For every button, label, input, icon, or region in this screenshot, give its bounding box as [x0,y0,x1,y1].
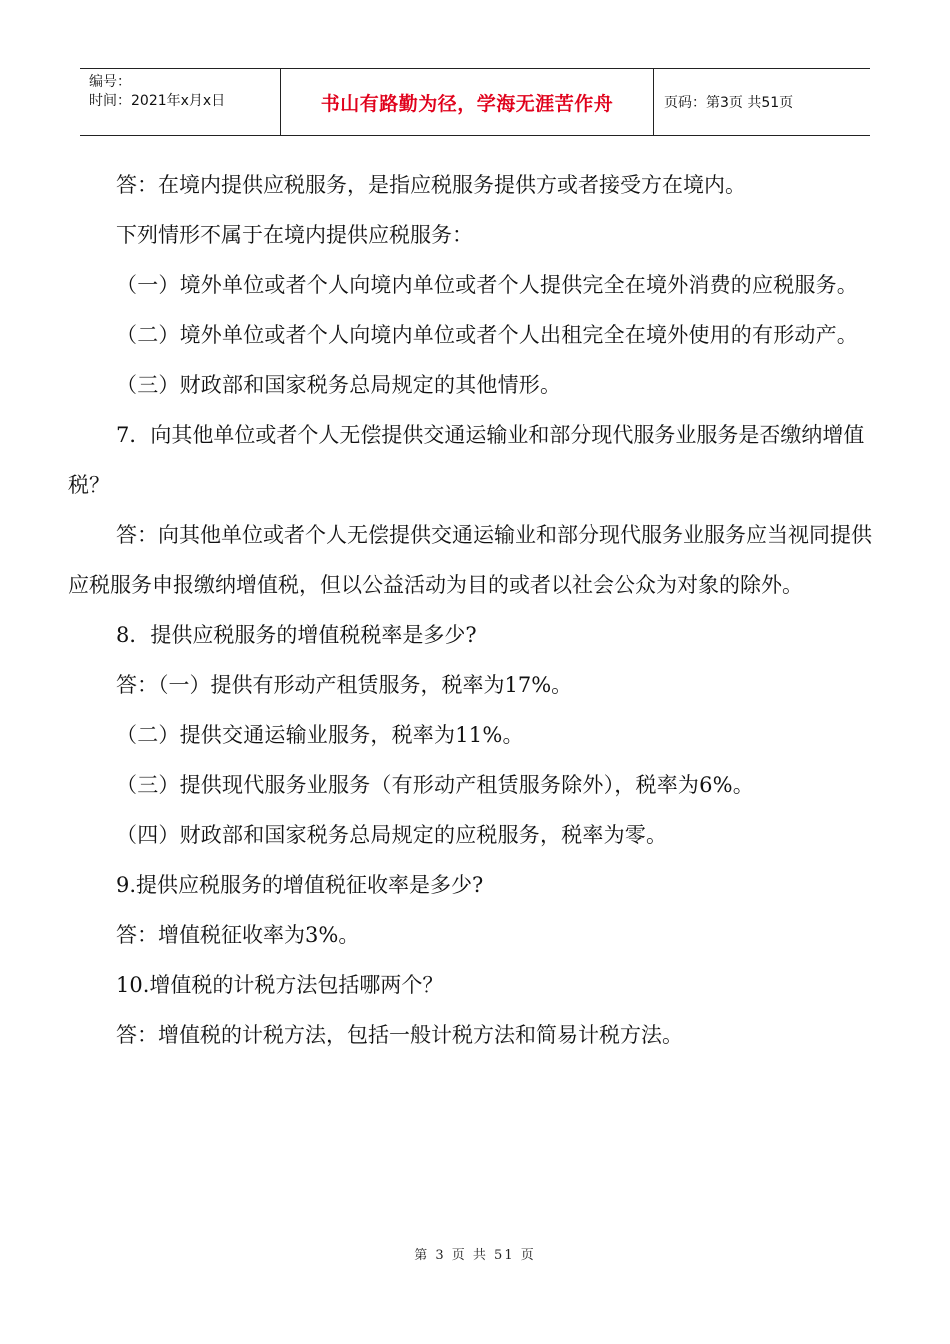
paragraph-question-9: 9.提供应税服务的增值税征收率是多少? [116,873,484,897]
header-number: 编号： [89,74,131,90]
paragraph-exclusion-2: （二）境外单位或者个人向境内单位或者个人出租完全在境外使用的有形动产。 [116,323,858,347]
header-page-number: 页码：第3页 共51页 [664,95,794,111]
paragraph-answer-8-rate-2: （二）提供交通运输业服务，税率为11%。 [116,723,524,747]
paragraph-exclusion-3: （三）财政部和国家税务总局规定的其他情形。 [116,373,562,397]
page-header [80,68,870,136]
paragraph-answer-8-rate-1: 答：（一）提供有形动产租赁服务，税率为17%。 [116,673,573,697]
paragraph-answer-10: 答：增值税的计税方法，包括一般计税方法和简易计税方法。 [116,1023,683,1047]
header-time: 时间：2021年x月x日 [89,93,226,109]
paragraph-question-8: 8．提供应税服务的增值税税率是多少? [116,623,477,647]
paragraph-exclusions-intro: 下列情形不属于在境内提供应税服务： [116,223,473,247]
paragraph-exclusion-1: （一）境外单位或者个人向境内单位或者个人提供完全在境外消费的应税服务。 [116,273,858,297]
paragraph-question-7: 7．向其他单位或者个人无偿提供交通运输业和部分现代服务业服务是否缴纳增值税？ [68,423,865,497]
document-body [68,160,884,1060]
page-footer: 第 3 页 共 51 页 [414,1248,536,1263]
header-meta [80,69,281,135]
paragraph-question-10: 10.增值税的计税方法包括哪两个？ [116,973,444,997]
paragraph-answer-6: 答：在境内提供应税服务，是指应税服务提供方或者接受方在境内。 [116,173,746,197]
paragraph-answer-7: 答：向其他单位或者个人无偿提供交通运输业和部分现代服务业服务应当视同提供应税服务申报缴纳增值税，但以公益活动为目的或者以社会公众为对象的除外。 [68,523,872,597]
header-motto: 书山有路勤为径，学海无涯苦作舟 [281,69,654,135]
paragraph-answer-8-rate-4: （四）财政部和国家税务总局规定的应税服务，税率为零。 [116,823,668,847]
paragraph-answer-9: 答：增值税征收率为3%。 [116,923,360,947]
paragraph-answer-8-rate-3: （三）提供现代服务业服务（有形动产租赁服务除外），税率为6%。 [116,773,755,797]
